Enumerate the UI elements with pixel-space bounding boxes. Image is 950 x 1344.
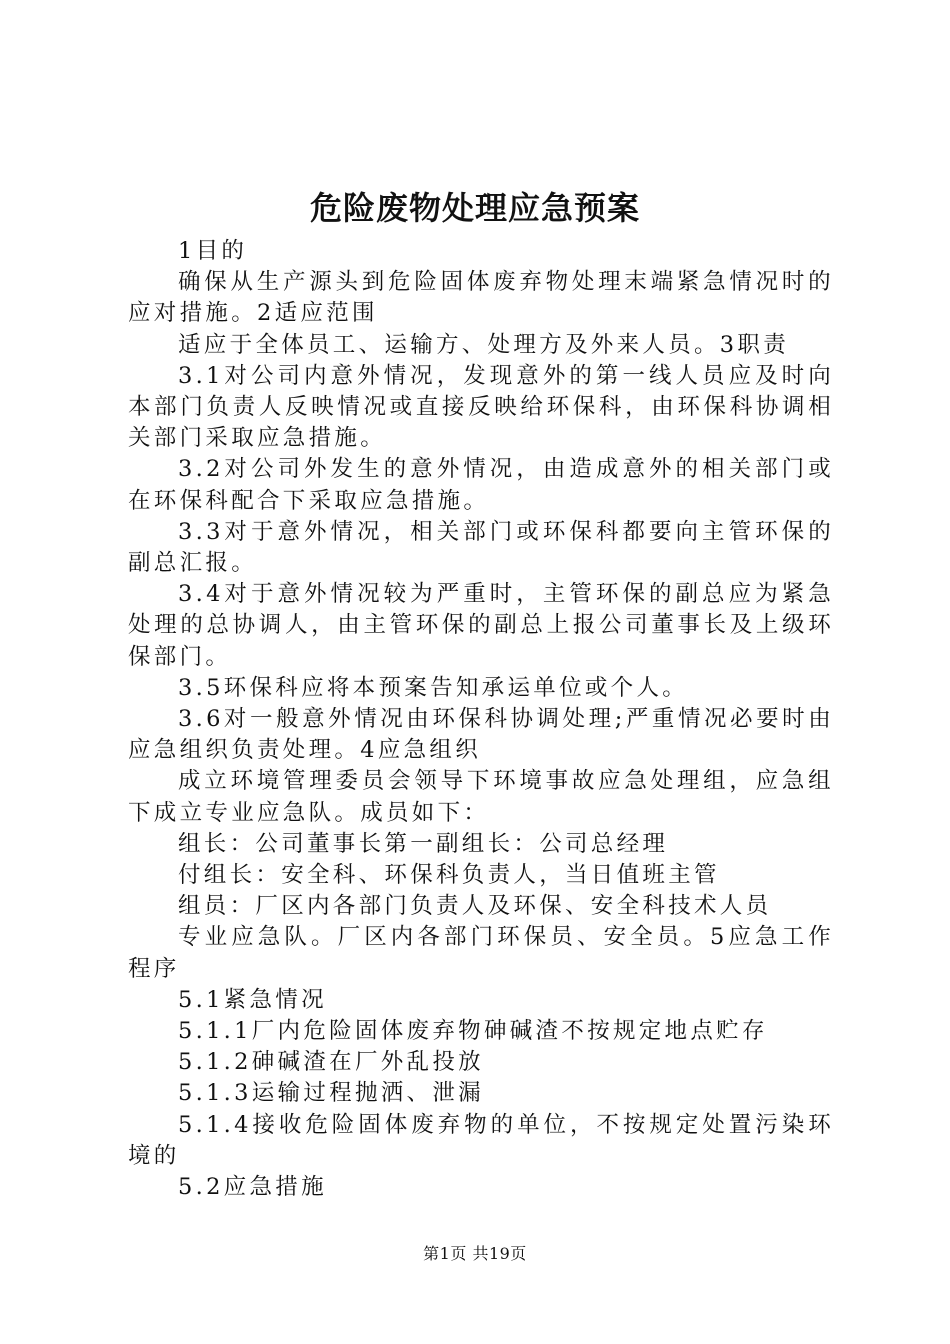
paragraph-5-1-4: 5.1.4接收危险固体废弃物的单位，不按规定处置污染环境的 [128,1111,834,1169]
paragraph-duty-3-2: 3.2对公司外发生的意外情况，由造成意外的相关部门或在环保科配合下采取应急措施。 [128,456,834,514]
paragraph-5-1-2: 5.1.2砷碱渣在厂外乱投放 [178,1049,484,1076]
paragraph-section-1-heading: 1目的 [178,238,248,264]
paragraph-duty-3-6: 3.6对一般意外情况由环保科协调处理;严重情况必要时由应急组织负责处理。4应急组织 [128,706,834,764]
paragraph-5-2: 5.2应急措施 [178,1174,327,1201]
paragraph-members: 组员：厂区内各部门负责人及环保、安全科技术人员 [178,893,772,920]
paragraph-deputy-leader: 付组长：安全科、环保科负责人，当日值班主管 [178,862,720,889]
paragraph-5-1-1: 5.1.1厂内危险固体废弃物砷碱渣不按规定地点贮存 [178,1018,768,1045]
page-number-footer: 第1页 共19页 [423,1244,527,1263]
paragraph-duty-3-4: 3.4对于意外情况较为严重时，主管环保的副总应为紧急处理的总协调人，由主管环保的副总上报公司董事长及上级环保部门。 [128,581,834,670]
document-body [128,236,834,1203]
paragraph-5-1-3: 5.1.3运输过程抛洒、泄漏 [178,1080,484,1107]
paragraph-purpose: 确保从生产源头到危险固体废弃物处理末端紧急情况时的应对措施。2适应范围 [128,269,834,327]
paragraph-duty-3-5: 3.5环保科应将本预案告知承运单位或个人。 [178,674,689,701]
paragraph-scope: 适应于全体员工、运输方、处理方及外来人员。3职责 [178,331,790,358]
paragraph-duty-3-3: 3.3对于意外情况，相关部门或环保科都要向主管环保的副总汇报。 [128,518,834,577]
paragraph-leader: 组长：公司董事长第一副组长：公司总经理 [178,830,669,857]
paragraph-emergency-team: 专业应急队。厂区内各部门环保员、安全员。5应急工作程序 [128,924,834,982]
paragraph-5-1: 5.1紧急情况 [178,986,327,1013]
paragraph-duty-3-1: 3.1对公司内意外情况，发现意外的第一线人员应及时向本部门负责人反映情况或直接反映给环保科，由环保科协调相关部门采取应急措施。 [128,362,834,452]
paragraph-organization: 成立环境管理委员会领导下环境事故应急处理组，应急组下成立专业应急队。成员如下： [128,768,834,826]
document-title: 危险废物处理应急预案 [309,189,640,227]
